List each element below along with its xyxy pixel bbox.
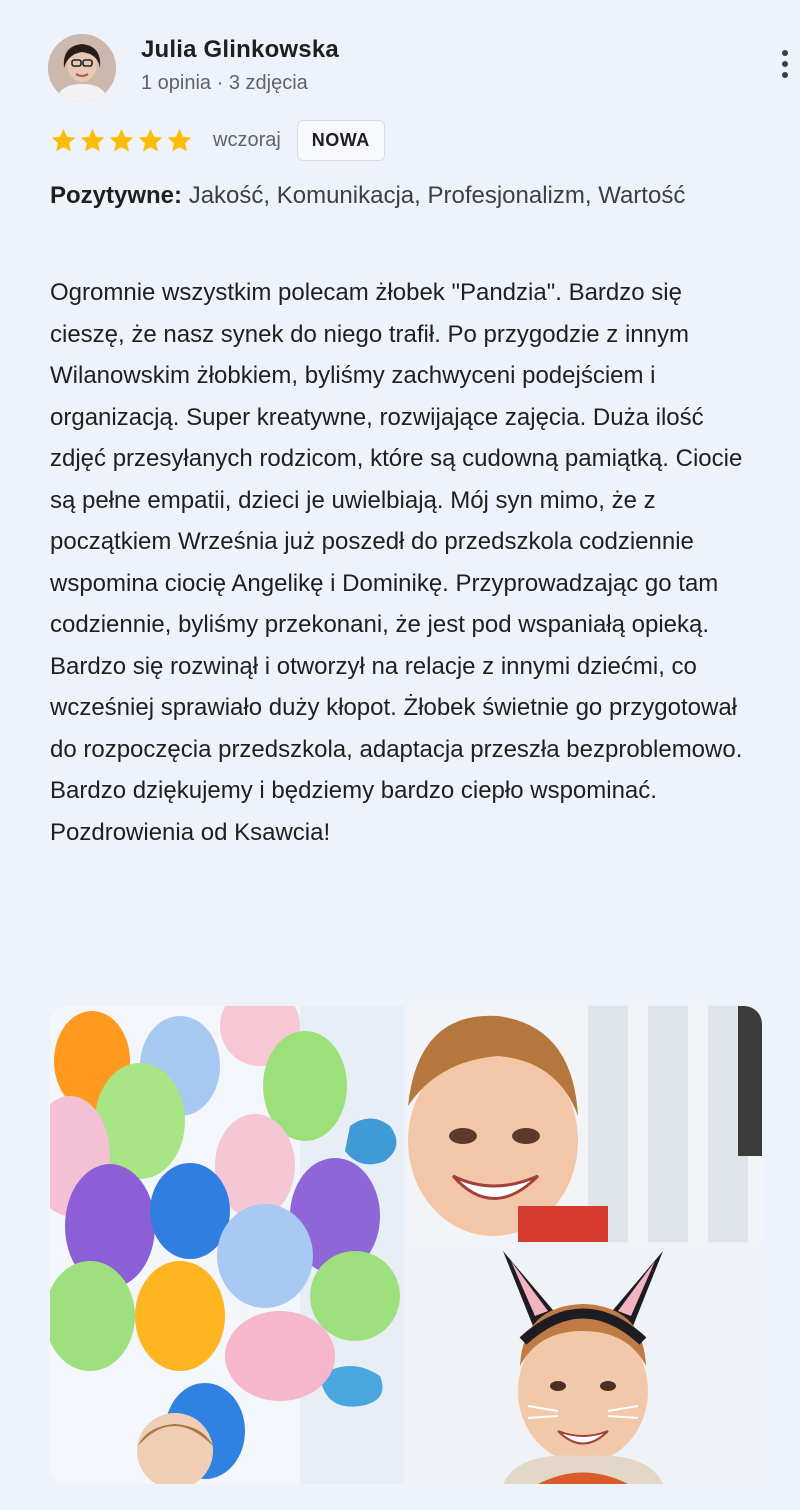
review-date: wczoraj (213, 128, 281, 151)
positives-label: Pozytywne: (50, 182, 183, 209)
reviewer-meta: 1 opinia · 3 zdjęcia (141, 72, 308, 94)
positives-items: Jakość, Komunikacja, Profesjonalizm, Wartość (182, 182, 686, 209)
star-icon (137, 127, 164, 154)
positive-attributes (50, 180, 750, 212)
bunny-ears-boy-photo[interactable] (408, 1246, 762, 1484)
reviewer-name[interactable]: Julia Glinkowska (141, 36, 339, 63)
star-rating (50, 127, 193, 154)
more-vert-icon[interactable] (774, 44, 796, 84)
smiling-boy-photo[interactable] (408, 1006, 762, 1242)
reviewer-avatar[interactable] (48, 34, 116, 102)
new-badge: NOWA (297, 120, 385, 161)
star-icon (79, 127, 106, 154)
star-icon (166, 127, 193, 154)
photo-grid (50, 1006, 762, 1484)
star-icon (108, 127, 135, 154)
avatar-image (48, 34, 116, 102)
review-text: Ogromnie wszystkim polecam żłobek "Pandzia". Bardzo się cieszę, że nasz synek do niego trafił. Po przygodzie z innym Wilanowskim żłobkiem, byliśmy zachwyceni podejściem i organizacją. Super kreatywne, rozwijające zajęcia. Duża ilość zdjęć przesyłanych rodzicom, które są cudowną pamiątką. Ciocie są pełne empatii, dzieci je uwielbiają. Mój syn mimo, że z początkiem Września już poszedł do przedszkola codziennie wspomina ciocię Angelikę i Dominikę. Przyprowadzając go tam codziennie, byliśmy przekonani, że jest pod wspaniałą opieką. Bardzo się rozwinął i otworzył na relacje z innymi dziećmi, co wcześniej sprawiało duży kłopot. Żłobek świetnie go przygotował do rozpoczęcia przedszkola, adaptacja przeszła bezproblemowo. Bardzo dziękujemy i będziemy bardzo ciepło wspominać. Pozdrowienia od Ksawcia! (50, 279, 743, 846)
balloons-photo[interactable] (50, 1006, 404, 1484)
rating-row (50, 118, 385, 162)
star-icon (50, 127, 77, 154)
